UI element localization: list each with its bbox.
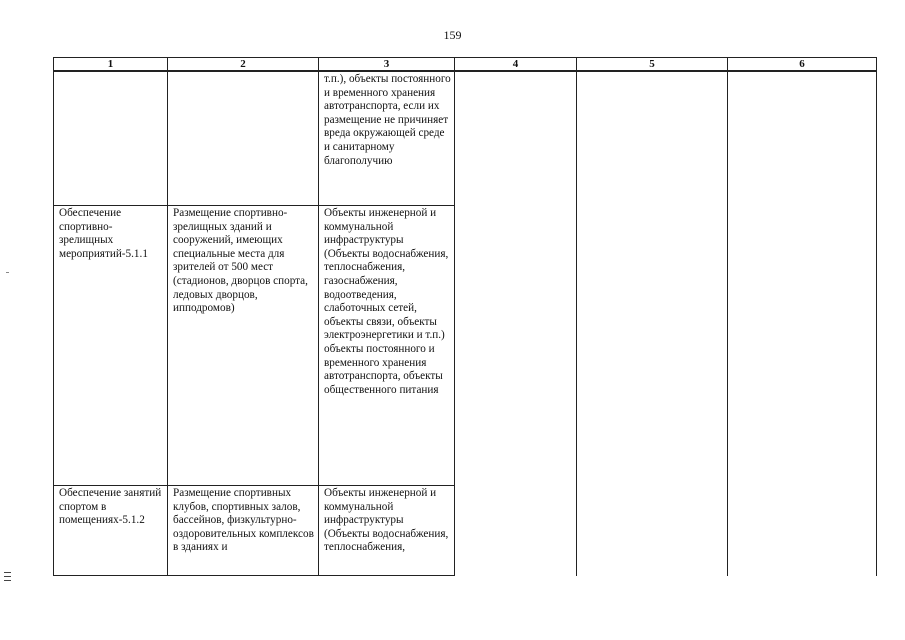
cell-use-name: Обеспечение занятий спортом в помещениях-5.1.2 [54, 486, 168, 576]
cell-use-description: Размещение спортивных клубов, спортивных залов, бассейнов, физкультурно-оздоровительных комплексов в зданиях и [168, 486, 319, 576]
column-header-5: 5 [577, 58, 728, 72]
cell-column-6 [728, 71, 877, 576]
column-header-3: 3 [319, 58, 455, 72]
cell-column-5 [577, 71, 728, 576]
column-header-6: 6 [728, 58, 877, 72]
margin-tick [6, 272, 9, 273]
cell-auxiliary-uses: Объекты инженерной и коммунальной инфраструктуры (Объекты водоснабжения, теплоснабжения, [319, 486, 455, 576]
table-header-row [54, 58, 877, 72]
cell-auxiliary-uses: т.п.), объекты постоянного и временного хранения автотранспорта, если их размещение не причиняет вреда окружающей среде и санитарному благополучию [319, 71, 455, 206]
cell-use-description: Размещение спортивно-зрелищных зданий и сооружений, имеющих специальные места для зрителей от 500 мест (стадионов, дворцов спорта, ледовых дворцов, ипподромов) [168, 206, 319, 486]
column-header-2: 2 [168, 58, 319, 72]
margin-mark [4, 572, 11, 582]
page-number: 159 [443, 28, 462, 42]
cell-use-name: Обеспечение спортивно-зрелищных мероприятий-5.1.1 [54, 206, 168, 486]
cell-use-description [168, 71, 319, 206]
cell-use-name [54, 71, 168, 206]
table-row [54, 71, 877, 206]
cell-column-4 [455, 71, 577, 576]
cell-auxiliary-uses: Объекты инженерной и коммунальной инфраструктуры (Объекты водоснабжения, теплоснабжения, газоснабжения, водоотведения, слаботочных сетей, объекты связи, объекты электроэнергетики и т.п.) объекты постоянного и временного хранения автотранспорта, объекты общественного питания [319, 206, 455, 486]
column-header-4: 4 [455, 58, 577, 72]
document-table [53, 57, 877, 576]
column-header-1: 1 [54, 58, 168, 72]
